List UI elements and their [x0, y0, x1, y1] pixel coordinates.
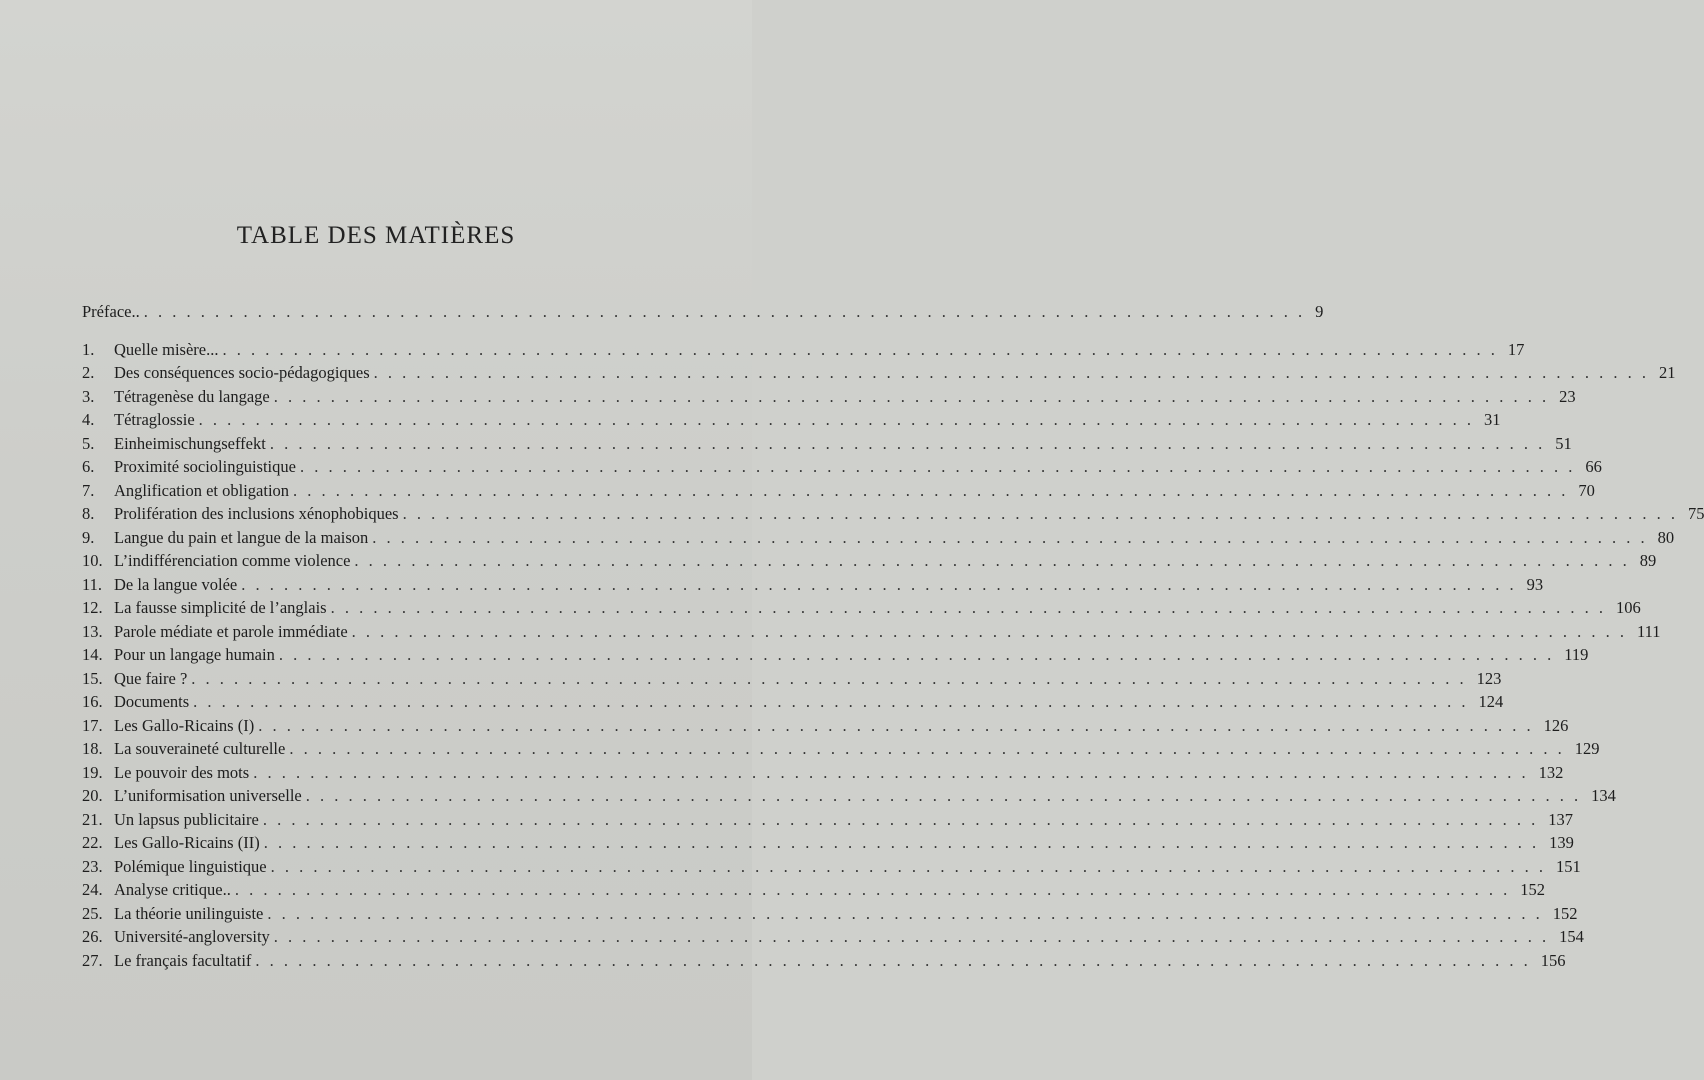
toc-entry-label [82, 361, 370, 385]
dot-leader: . . . . . . . . . . . . . . . . . . . . . . . . . . . . . . . . . . . . . . . . . . . . . . . . . . . . . . . . . . . . . . . . . . . . . . . . . . . . . . . . . . . . . . . . . . [273, 386, 1550, 406]
toc-entry [82, 596, 1641, 620]
toc-entry [82, 502, 1704, 526]
toc-entry-title: Tétragenèse du langage [114, 386, 270, 406]
toc-entry-label [82, 526, 368, 550]
dot-leader: . . . . . . . . . . . . . . . . . . . . . . . . . . . . . . . . . . . . . . . . . . . . . . . . . . . . . . . . . . . . . . . . . . . . . . . . . . . . . . . . . . . . . . . . . . [354, 551, 1630, 570]
toc-entry [82, 902, 1578, 926]
toc-entry [82, 338, 1525, 362]
dot-leader: . . . . . . . . . . . . . . . . . . . . . . . . . . . . . . . . . . . . . . . . . . . . . . . . . . . . . . . . . . . . . . . . . . . . . . . . . . . . . . . . . . . . . . . . . . [273, 927, 1550, 946]
toc-entry-number: 8. [82, 504, 95, 523]
dot-leader: . . . . . . . . . . . . . . . . . . . . . . . . . . . . . . . . . . . . . . . . . . . . . . . . . . . . . . . . . . . . . . . . . . . . . . . . . . . . . . . . . . . . . . . . . . [373, 363, 1650, 382]
toc-entry-label [82, 502, 399, 526]
toc-entry [82, 878, 1545, 902]
dot-leader: . . . . . . . . . . . . . . . . . . . . . . . . . . . . . . . . . . . . . . . . . . . . . . . . . . . . . . . . . . . . . . . . . . . . . . . . . . . . . . . . . . . . . . . . . . [293, 480, 1569, 500]
dot-leader: . . . . . . . . . . . . . . . . . . . . . . . . . . . . . . . . . . . . . . . . . . . . . . . . . . . . . . . . . . . . . . . . . . . . . . . . . . . . . . . . . . . . . . . . . . [270, 856, 1546, 876]
toc-entry-number: 26. [82, 927, 103, 946]
toc-entry-page: 119 [1564, 645, 1589, 664]
toc-entry [82, 432, 1572, 456]
toc-entry-page: 51 [1555, 433, 1572, 453]
toc-entry-number: 10. [82, 551, 103, 570]
toc-entry-number: 13. [82, 621, 103, 641]
dot-leader: . . . . . . . . . . . . . . . . . . . . . . . . . . . . . . . . . . . . . . . . . . . . . . . . . . . . . . . . . . . . . . . . . . . . . . . . . . . . . . . . . . . . . . . . . . [253, 762, 1529, 782]
toc-entry [82, 784, 1616, 808]
toc-entry-label [82, 479, 289, 503]
toc-entry-label [82, 949, 251, 973]
toc-entry-number: 19. [82, 762, 103, 782]
toc-entry-page: 152 [1552, 903, 1578, 923]
toc-entry-title: Documents [114, 692, 190, 711]
dot-leader: . . . . . . . . . . . . . . . . . . . . . . . . . . . . . . . . . . . . . . . . . . . . . . . . . . . . . . . . . . . . . . . . . . . . . . . . . . . . . . . . . . . . . . . . . . [241, 574, 1517, 594]
toc-entry-title: Un lapsus publicitaire [114, 809, 259, 829]
toc-entry-number: 16. [82, 692, 103, 711]
toc-entry [82, 620, 1661, 644]
toc-entry-label [82, 761, 249, 785]
toc-entry-number: 17. [82, 715, 103, 735]
toc-entry-page: 137 [1548, 809, 1573, 829]
toc-entry-title: Université-angloversity [114, 927, 270, 946]
toc-entry-title: La fausse simplicité de l’anglais [114, 598, 327, 617]
toc-entry-label [82, 620, 348, 644]
toc-entry-number: 23. [82, 856, 103, 876]
dot-leader: . . . . . . . . . . . . . . . . . . . . . . . . . . . . . . . . . . . . . . . . . . . . . . . . . . . . . . . . . . . . . . . . . . . . . . . . . . . . . . . . . . . . . . . . . . [330, 598, 1606, 617]
toc-entry-number: 6. [82, 457, 95, 476]
toc-entry-number: 1. [82, 339, 95, 359]
toc-entry-title: Le français facultatif [114, 950, 252, 970]
toc-entry-title: Anglification et obligation [114, 480, 290, 500]
toc-entry-label [82, 455, 296, 479]
toc-entry-label [82, 925, 270, 949]
toc-entry-page: 66 [1585, 457, 1602, 476]
toc-entry-label [82, 596, 327, 620]
toc-entry [82, 714, 1569, 738]
toc-entry [82, 831, 1574, 855]
toc-entry-title: La souveraineté culturelle [114, 739, 286, 758]
dot-leader: . . . . . . . . . . . . . . . . . . . . . . . . . . . . . . . . . . . . . . . . . . . . . . . . . . . . . . . . . . . . . . . . . . . . . . . . . . . . . . . . . . [143, 302, 1306, 321]
toc-entry-page: 23 [1559, 386, 1576, 406]
toc-entry-number: 5. [82, 433, 95, 453]
toc-entry-number: 27. [82, 950, 103, 970]
toc-entry [82, 549, 1657, 573]
toc-entry [82, 455, 1602, 479]
toc-entry-title: Les Gallo-Ricains (I) [114, 715, 255, 735]
dot-leader: . . . . . . . . . . . . . . . . . . . . . . . . . . . . . . . . . . . . . . . . . . . . . . . . . . . . . . . . . . . . . . . . . . . . . . . . . . . . . . . . . . . . . . . . . . [198, 410, 1475, 429]
toc-entry-label: Préface.. [82, 302, 140, 321]
toc-entry-number: 24. [82, 880, 103, 899]
page-title: TABLE DES MATIÈRES [236, 222, 516, 249]
toc-entry-page: 154 [1559, 927, 1584, 946]
toc-entry-title: Langue du pain et langue de la maison [114, 527, 369, 547]
toc-entry-label [82, 737, 285, 761]
toc-entry-title: Que faire ? [114, 668, 188, 688]
toc-entry-page: 17 [1507, 339, 1525, 359]
toc-entry-title: Einheimischungseffekt [114, 433, 266, 453]
dot-leader: . . . . . . . . . . . . . . . . . . . . . . . . . . . . . . . . . . . . . . . . . . . . . . . . . . . . . . . . . . . . . . . . . . . . . . . . . . . . . . . . . . . . . . . . . . [402, 504, 1678, 523]
toc-entry-label [82, 902, 263, 926]
toc-entry-title: Polémique linguistique [114, 856, 267, 876]
toc-entry-label [82, 408, 195, 432]
toc-entry-page: 134 [1591, 786, 1616, 805]
toc-entry-title: Prolifération des inclusions xénophobiques [114, 504, 399, 523]
dot-leader: . . . . . . . . . . . . . . . . . . . . . . . . . . . . . . . . . . . . . . . . . . . . . . . . . . . . . . . . . . . . . . . . . . . . . . . . . . . . . . . . . . . . . . . . . . [299, 457, 1576, 476]
toc-entry [82, 761, 1564, 785]
toc-entry-page: 89 [1639, 551, 1657, 570]
toc-entry-page: 70 [1578, 480, 1595, 500]
toc-entry [82, 667, 1502, 691]
toc-entry-number: 21. [82, 809, 103, 829]
dot-leader: . . . . . . . . . . . . . . . . . . . . . . . . . . . . . . . . . . . . . . . . . . . . . . . . . . . . . . . . . . . . . . . . . . . . . . . . . . . . . . . . . . . . . . . . . . [258, 715, 1534, 735]
toc-entry-label [82, 855, 267, 879]
dot-leader: . . . . . . . . . . . . . . . . . . . . . . . . . . . . . . . . . . . . . . . . . . . . . . . . . . . . . . . . . . . . . . . . . . . . . . . . . . . . . . . . . . . . . . . . . . [278, 645, 1555, 664]
toc-entry-number: 11. [82, 574, 103, 594]
toc-entry-label [82, 549, 350, 573]
dot-leader: . . . . . . . . . . . . . . . . . . . . . . . . . . . . . . . . . . . . . . . . . . . . . . . . . . . . . . . . . . . . . . . . . . . . . . . . . . . . . . . . . . . . . . . . . . [351, 621, 1628, 641]
toc-entry-page: 21 [1659, 363, 1676, 382]
toc-entry-number: 25. [82, 903, 103, 923]
toc-entry-page: 132 [1538, 762, 1564, 782]
dot-leader: . . . . . . . . . . . . . . . . . . . . . . . . . . . . . . . . . . . . . . . . . . . . . . . . . . . . . . . . . . . . . . . . . . . . . . . . . . . . . . . . . . . . . . . . . . [267, 903, 1543, 923]
toc-entry-label [82, 878, 231, 902]
toc-entry-page: 126 [1543, 715, 1569, 735]
toc-entry-number: 2. [82, 363, 95, 382]
toc-entry-label [82, 667, 187, 691]
toc-entry [82, 690, 1504, 714]
toc-entry-title: Des conséquences socio-pédagogiques [114, 363, 370, 382]
toc-entry [82, 925, 1584, 949]
toc-entry-title: De la langue volée [114, 574, 238, 594]
toc-entry [82, 949, 1566, 973]
dot-leader: . . . . . . . . . . . . . . . . . . . . . . . . . . . . . . . . . . . . . . . . . . . . . . . . . . . . . . . . . . . . . . . . . . . . . . . . . . . . . . . . . . . . . . . . . . [262, 809, 1539, 829]
toc-entry-label [82, 714, 254, 738]
toc-entry [82, 385, 1576, 409]
toc-entry-page: 9 [1315, 302, 1324, 321]
dot-leader: . . . . . . . . . . . . . . . . . . . . . . . . . . . . . . . . . . . . . . . . . . . . . . . . . . . . . . . . . . . . . . . . . . . . . . . . . . . . . . . . . . . . . . . . . . [191, 668, 1467, 688]
toc-entry-label [82, 338, 218, 362]
toc-entry-list [82, 338, 1704, 973]
toc-entry-page: 31 [1484, 410, 1501, 429]
toc-entry [82, 573, 1544, 597]
toc-entry-page: 151 [1556, 856, 1581, 876]
dot-leader: . . . . . . . . . . . . . . . . . . . . . . . . . . . . . . . . . . . . . . . . . . . . . . . . . . . . . . . . . . . . . . . . . . . . . . . . . . . . . . . . . . . . . . . . . . [305, 786, 1582, 805]
toc-entry-label [82, 643, 275, 667]
toc-entry-label [82, 690, 189, 714]
toc-entry [82, 479, 1595, 503]
toc-entry-label [82, 808, 259, 832]
toc-entry-page: 106 [1615, 598, 1641, 617]
toc-entry-number: 12. [82, 598, 103, 617]
toc-entry-preface [82, 300, 1324, 324]
toc-entry-number: 7. [82, 480, 95, 500]
dot-leader: . . . . . . . . . . . . . . . . . . . . . . . . . . . . . . . . . . . . . . . . . . . . . . . . . . . . . . . . . . . . . . . . . . . . . . . . . . . . . . . . . . . . . . . . . . [372, 527, 1648, 547]
toc-entry-label [82, 831, 260, 855]
toc-entry-page: 75 [1687, 504, 1704, 523]
toc-entry [82, 737, 1600, 761]
toc-entry-label [82, 573, 237, 597]
toc-entry [82, 408, 1501, 432]
toc-entry-label [82, 432, 266, 456]
toc-entry-label [82, 385, 270, 409]
toc-entry-title: L’uniformisation universelle [114, 786, 302, 805]
toc-entry-label [82, 784, 302, 808]
toc-entry-number: 20. [82, 786, 103, 805]
toc-entry [82, 643, 1589, 667]
dot-leader: . . . . . . . . . . . . . . . . . . . . . . . . . . . . . . . . . . . . . . . . . . . . . . . . . . . . . . . . . . . . . . . . . . . . . . . . . . . . . . . . . . . . . . . . . . [255, 950, 1531, 970]
toc-entry-page: 80 [1657, 527, 1675, 547]
toc-entry-page: 129 [1574, 739, 1600, 758]
dot-leader: . . . . . . . . . . . . . . . . . . . . . . . . . . . . . . . . . . . . . . . . . . . . . . . . . . . . . . . . . . . . . . . . . . . . . . . . . . . . . . . . . . . . . . . . . . [269, 433, 1546, 453]
toc-entry-title: Quelle misère... [114, 339, 219, 359]
toc-entry-title: Tétraglossie [114, 410, 195, 429]
dot-leader: . . . . . . . . . . . . . . . . . . . . . . . . . . . . . . . . . . . . . . . . . . . . . . . . . . . . . . . . . . . . . . . . . . . . . . . . . . . . . . . . . . . . . . . . . . [234, 880, 1511, 899]
toc-entry [82, 855, 1581, 879]
toc-entry-number: 14. [82, 645, 103, 664]
table-of-contents [82, 300, 1704, 972]
toc-entry-page: 152 [1520, 880, 1545, 899]
toc-entry-number: 4. [82, 410, 95, 429]
toc-entry-page: 156 [1540, 950, 1566, 970]
toc-entry-number: 22. [82, 833, 103, 852]
toc-entry-number: 3. [82, 386, 95, 406]
toc-entry-title: L’indifférenciation comme violence [114, 551, 351, 570]
toc-entry-page: 93 [1526, 574, 1544, 594]
toc-entry [82, 361, 1676, 385]
toc-entry-page: 123 [1476, 668, 1502, 688]
dot-leader: . . . . . . . . . . . . . . . . . . . . . . . . . . . . . . . . . . . . . . . . . . . . . . . . . . . . . . . . . . . . . . . . . . . . . . . . . . . . . . . . . . . . . . . . . . [289, 739, 1565, 758]
toc-entry [82, 526, 1675, 550]
toc-entry-title: Le pouvoir des mots [114, 762, 250, 782]
toc-entry-number: 9. [82, 527, 95, 547]
toc-entry-page: 111 [1637, 621, 1661, 641]
toc-entry-title: Parole médiate et parole immédiate [114, 621, 348, 641]
dot-leader: . . . . . . . . . . . . . . . . . . . . . . . . . . . . . . . . . . . . . . . . . . . . . . . . . . . . . . . . . . . . . . . . . . . . . . . . . . . . . . . . . . . . . . . . . . [193, 692, 1469, 711]
toc-entry-title: La théorie unilinguiste [114, 903, 264, 923]
toc-entry-number: 15. [82, 668, 103, 688]
dot-leader: . . . . . . . . . . . . . . . . . . . . . . . . . . . . . . . . . . . . . . . . . . . . . . . . . . . . . . . . . . . . . . . . . . . . . . . . . . . . . . . . . . . . . . . . . . [222, 339, 1498, 359]
toc-entry-number: 18. [82, 739, 103, 758]
dot-leader: . . . . . . . . . . . . . . . . . . . . . . . . . . . . . . . . . . . . . . . . . . . . . . . . . . . . . . . . . . . . . . . . . . . . . . . . . . . . . . . . . . . . . . . . . . [263, 833, 1540, 852]
toc-entry [82, 808, 1573, 832]
toc-entry-title: Analyse critique.. [114, 880, 231, 899]
toc-entry-page: 139 [1549, 833, 1574, 852]
toc-entry-title: Proximité sociolinguistique [114, 457, 296, 476]
toc-entry-title: Les Gallo-Ricains (II) [114, 833, 260, 852]
toc-entry-title: Pour un langage humain [114, 645, 275, 664]
toc-entry-page: 124 [1478, 692, 1504, 711]
